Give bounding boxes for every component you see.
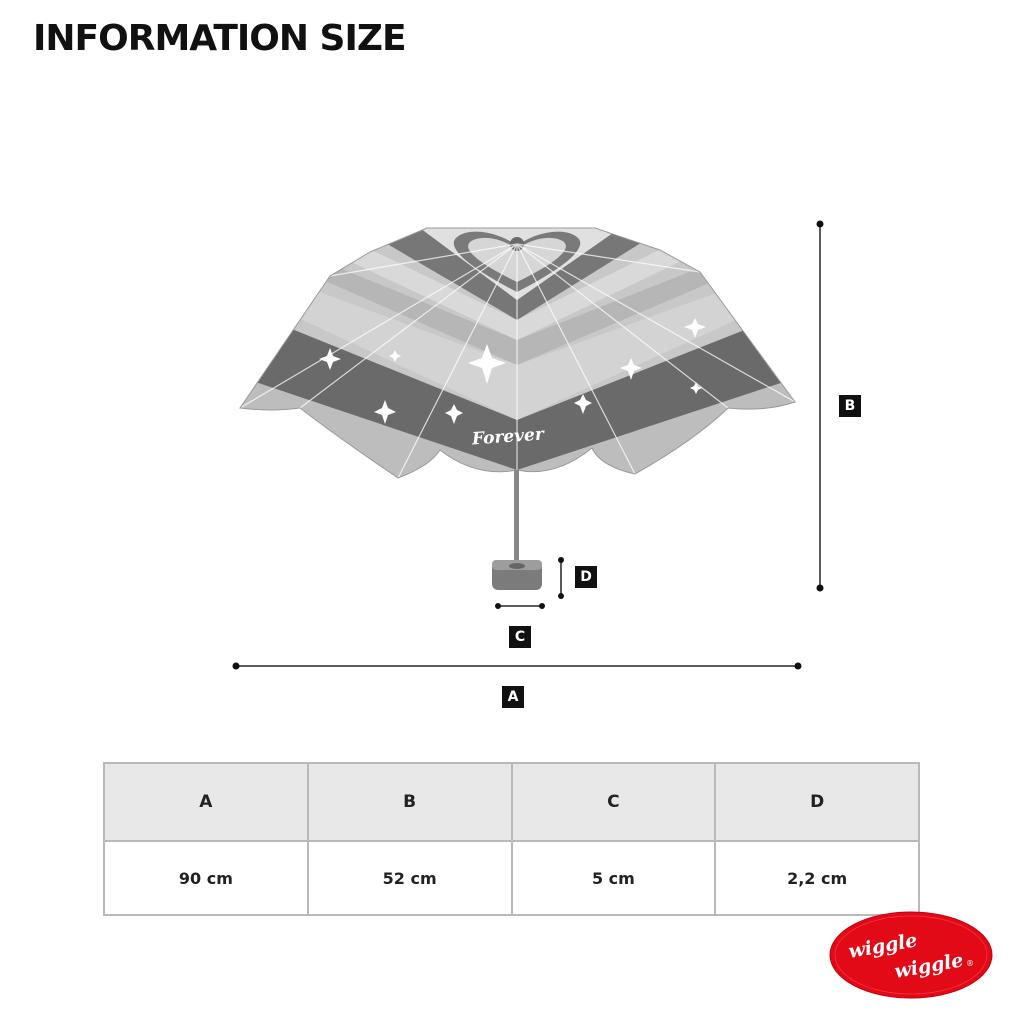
umbrella-shaft: [514, 470, 519, 562]
size-table-header-b: B: [308, 763, 512, 841]
size-table-value-c: 5 cm: [512, 841, 716, 915]
umbrella-canopy: [200, 220, 840, 500]
dimension-d-badge: D: [575, 566, 597, 588]
dimension-b-badge: B: [839, 395, 861, 417]
size-table-value-a: 90 cm: [104, 841, 308, 915]
registered-mark: ®: [966, 959, 974, 968]
dimension-b-line: [817, 221, 824, 592]
wiggle-wiggle-logo: [828, 910, 994, 1000]
size-table: [103, 762, 920, 916]
size-table-header-row: [104, 763, 919, 841]
size-table-value-row: [104, 841, 919, 915]
size-table-header-a: A: [104, 763, 308, 841]
logo-text-line1: wiggle: [846, 929, 920, 963]
dimension-c-badge: C: [509, 626, 531, 648]
page-title: INFORMATION SIZE: [33, 18, 406, 59]
size-table-header-d: D: [715, 763, 919, 841]
dimension-a-line: [233, 663, 802, 670]
size-table-header-c: C: [512, 763, 716, 841]
size-table-value-b: 52 cm: [308, 841, 512, 915]
dimension-a-badge: A: [502, 686, 524, 708]
dimension-d-line: [558, 557, 564, 599]
size-table-value-d: 2,2 cm: [715, 841, 919, 915]
umbrella-print-text: Forever: [471, 424, 545, 450]
logo-text-line2: wiggle: [892, 949, 966, 983]
umbrella-handle: [492, 560, 542, 590]
dimension-c-line: [495, 603, 545, 609]
